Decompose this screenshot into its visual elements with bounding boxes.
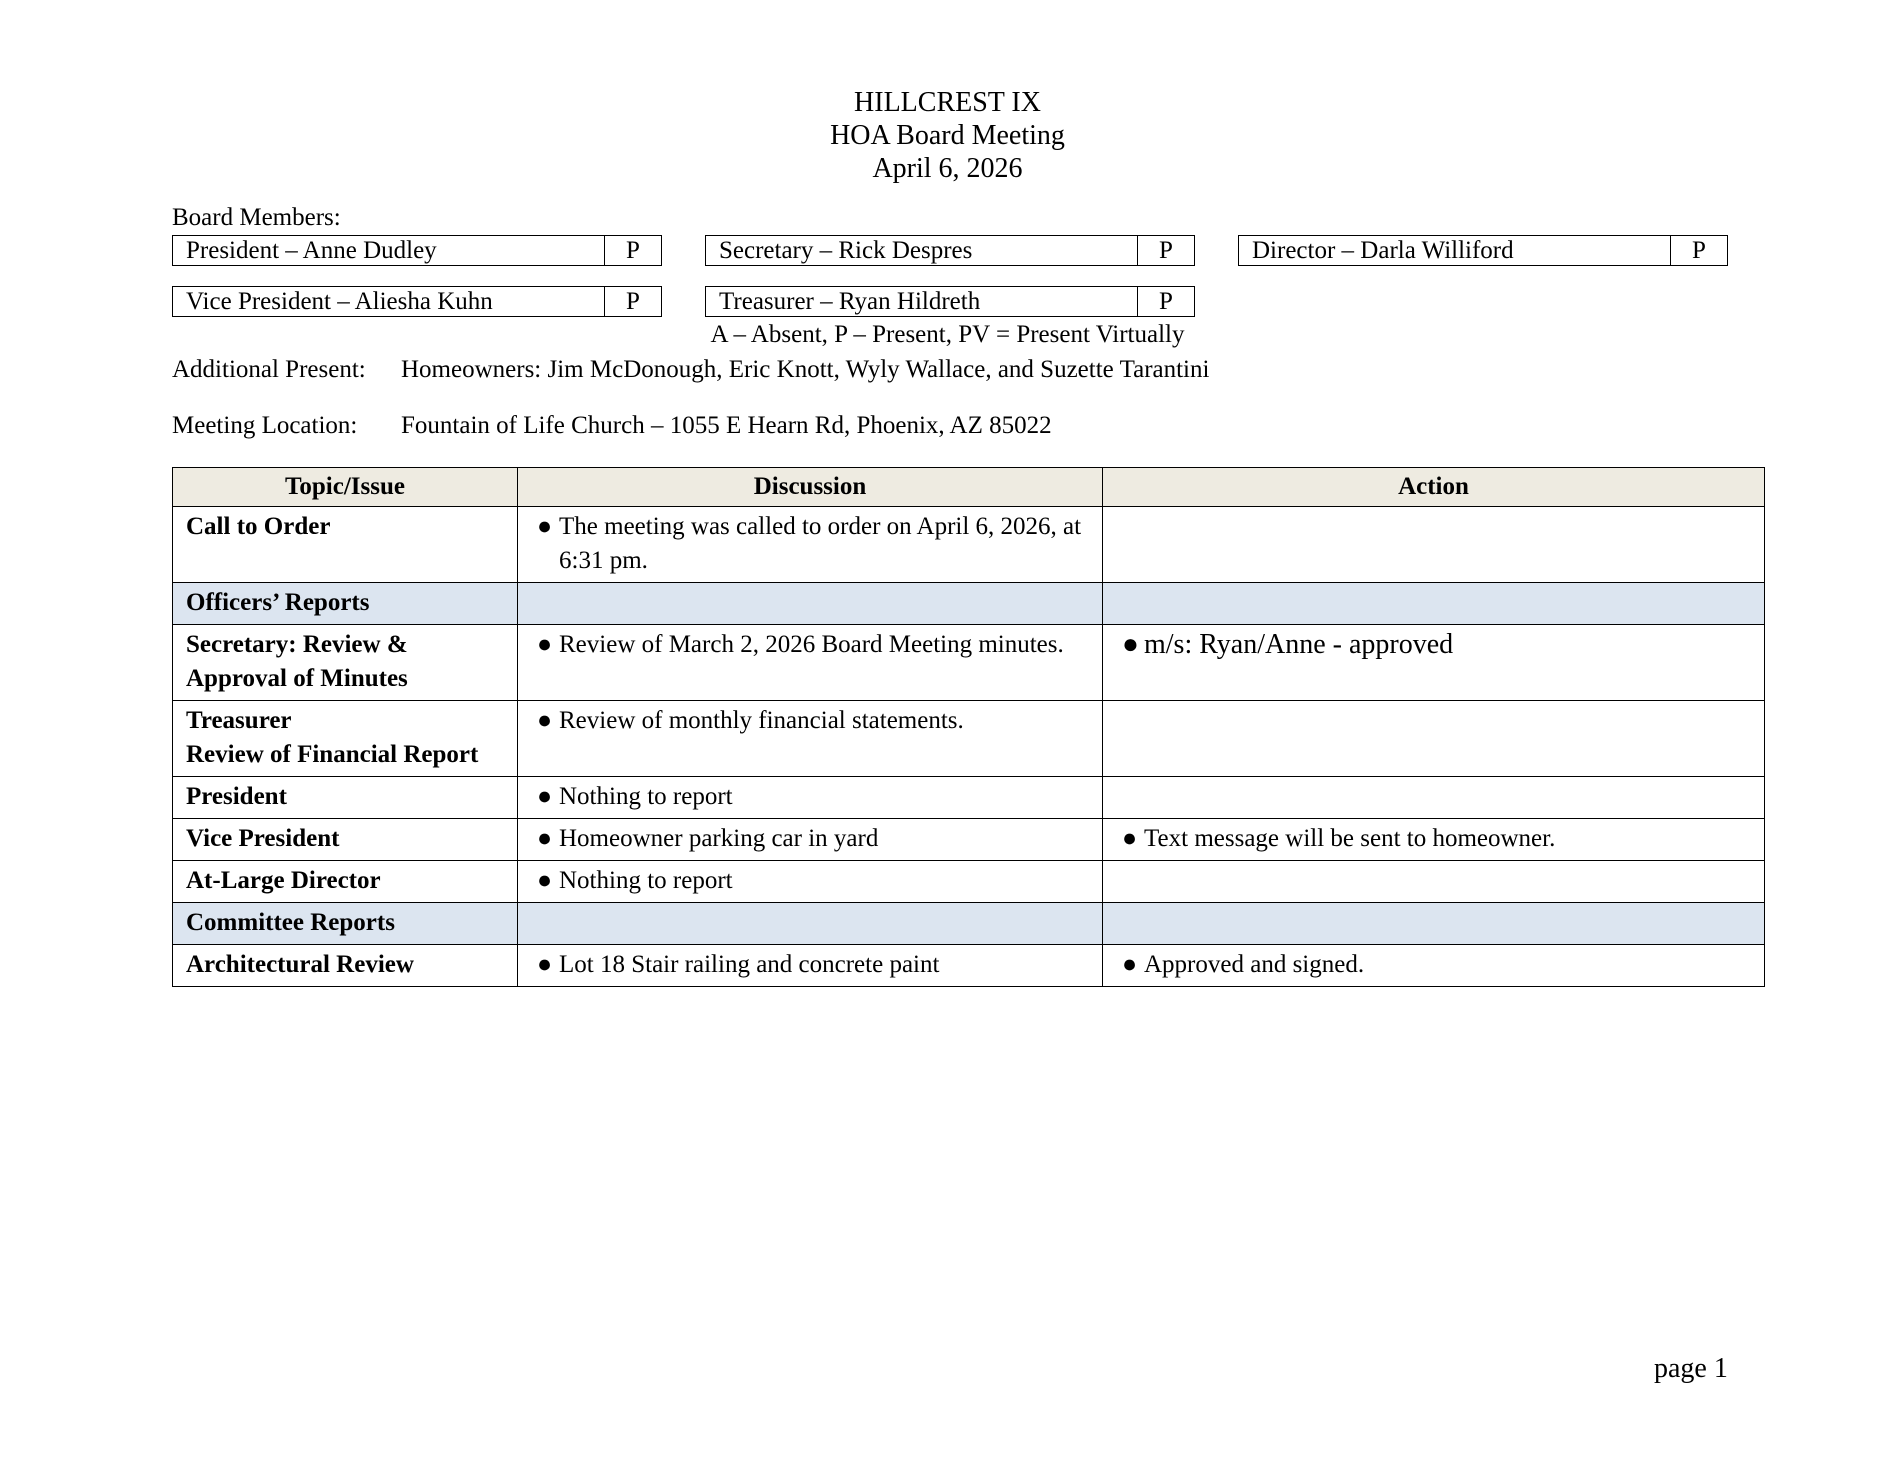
- additional-present-label: Additional Present:: [172, 356, 366, 383]
- bullet-icon: ●: [537, 707, 553, 734]
- discussion-cell: [518, 625, 1103, 701]
- attendance-legend: A – Absent, P – Present, PV = Present Virtually: [710, 321, 1185, 348]
- board-members-label: Board Members:: [172, 204, 341, 231]
- action-cell: [1103, 861, 1765, 903]
- column-header-discussion: Discussion: [518, 468, 1103, 507]
- meeting-location-row: [172, 411, 1052, 441]
- topic-cell: Secretary: Review & Approval of Minutes: [173, 625, 518, 701]
- member-name: Vice President – Aliesha Kuhn: [186, 288, 493, 315]
- discussion-text: Lot 18 Stair railing and concrete paint: [559, 951, 940, 978]
- member-status: P: [1670, 236, 1727, 265]
- action-cell: [1103, 903, 1765, 945]
- discussion-text: Review of monthly financial statements.: [559, 707, 964, 734]
- topic-cell: President: [173, 777, 518, 819]
- discussion-cell: [518, 507, 1103, 583]
- member-name: Director – Darla Williford: [1252, 237, 1514, 264]
- column-header-action: Action: [1103, 468, 1765, 507]
- member-treasurer: [705, 286, 1195, 317]
- discussion-text: The meeting was called to order on April 6, 2026, at 6:31 pm.: [559, 513, 1082, 574]
- section-row: [173, 583, 1765, 625]
- discussion-text: Review of March 2, 2026 Board Meeting minutes.: [559, 631, 1064, 658]
- bullet-icon: ●: [537, 783, 553, 810]
- bullet-icon: ●: [537, 513, 553, 540]
- meeting-title: HOA Board Meeting: [830, 120, 1065, 151]
- topic-line: Review of Financial Report: [186, 741, 479, 768]
- table-row: [173, 945, 1765, 987]
- additional-present-row: [172, 355, 1209, 385]
- action-cell: [1103, 583, 1765, 625]
- discussion-cell: [518, 701, 1103, 777]
- meeting-date: April 6, 2026: [872, 153, 1023, 184]
- action-text: m/s: Ryan/Anne - approved: [1144, 629, 1454, 660]
- bullet-icon: ●: [1122, 825, 1138, 852]
- bullet-icon: ●: [537, 631, 553, 658]
- section-title: Committee Reports: [173, 903, 518, 945]
- action-cell: [1103, 701, 1765, 777]
- meeting-location-label: Meeting Location:: [172, 412, 358, 439]
- additional-present-value: Homeowners: Jim McDonough, Eric Knott, Wyly Wallace, and Suzette Tarantini: [401, 356, 1210, 383]
- action-cell: [1103, 777, 1765, 819]
- table-row: [173, 861, 1765, 903]
- topic-cell: Architectural Review: [173, 945, 518, 987]
- column-header-topic: Topic/Issue: [173, 468, 518, 507]
- bullet-icon: ●: [537, 867, 553, 894]
- action-cell: [1103, 819, 1765, 861]
- discussion-cell: [518, 903, 1103, 945]
- topic-line: Treasurer: [186, 707, 292, 734]
- member-status: P: [1137, 287, 1194, 316]
- discussion-cell: [518, 777, 1103, 819]
- table-row: [173, 701, 1765, 777]
- discussion-text: Nothing to report: [559, 783, 733, 810]
- action-text: Text message will be sent to homeowner.: [1144, 825, 1556, 852]
- section-row: [173, 903, 1765, 945]
- association-name: HILLCREST IX: [854, 87, 1041, 118]
- action-text: Approved and signed.: [1144, 951, 1365, 978]
- document-header: [0, 86, 1895, 185]
- discussion-text: Nothing to report: [559, 867, 733, 894]
- discussion-text: Homeowner parking car in yard: [559, 825, 879, 852]
- section-title: Officers’ Reports: [173, 583, 518, 625]
- bullet-icon: ●: [537, 951, 553, 978]
- page-number: page 1: [1654, 1353, 1728, 1384]
- member-status: P: [604, 287, 661, 316]
- bullet-icon: ●: [537, 825, 553, 852]
- discussion-cell: [518, 583, 1103, 625]
- member-president: [172, 235, 662, 266]
- topic-cell: [173, 701, 518, 777]
- discussion-cell: [518, 861, 1103, 903]
- meeting-location-value: Fountain of Life Church – 1055 E Hearn Rd, Phoenix, AZ 85022: [401, 412, 1052, 439]
- table-row: [173, 625, 1765, 701]
- topic-cell: At-Large Director: [173, 861, 518, 903]
- member-status: P: [1137, 236, 1194, 265]
- minutes-table: [172, 467, 1765, 987]
- member-status: P: [604, 236, 661, 265]
- discussion-cell: [518, 819, 1103, 861]
- member-name: President – Anne Dudley: [186, 237, 437, 264]
- action-cell: [1103, 507, 1765, 583]
- table-row: [173, 819, 1765, 861]
- member-name: Secretary – Rick Despres: [719, 237, 973, 264]
- topic-cell: Vice President: [173, 819, 518, 861]
- table-header-row: [173, 468, 1765, 507]
- bullet-icon: ●: [1122, 951, 1138, 978]
- table-row: [173, 777, 1765, 819]
- member-director: [1238, 235, 1728, 266]
- action-cell: [1103, 945, 1765, 987]
- bullet-icon: ●: [1122, 629, 1139, 660]
- member-name: Treasurer – Ryan Hildreth: [719, 288, 981, 315]
- action-cell: [1103, 625, 1765, 701]
- member-vice-president: [172, 286, 662, 317]
- topic-cell: Call to Order: [173, 507, 518, 583]
- table-row: [173, 507, 1765, 583]
- member-secretary: [705, 235, 1195, 266]
- discussion-cell: [518, 945, 1103, 987]
